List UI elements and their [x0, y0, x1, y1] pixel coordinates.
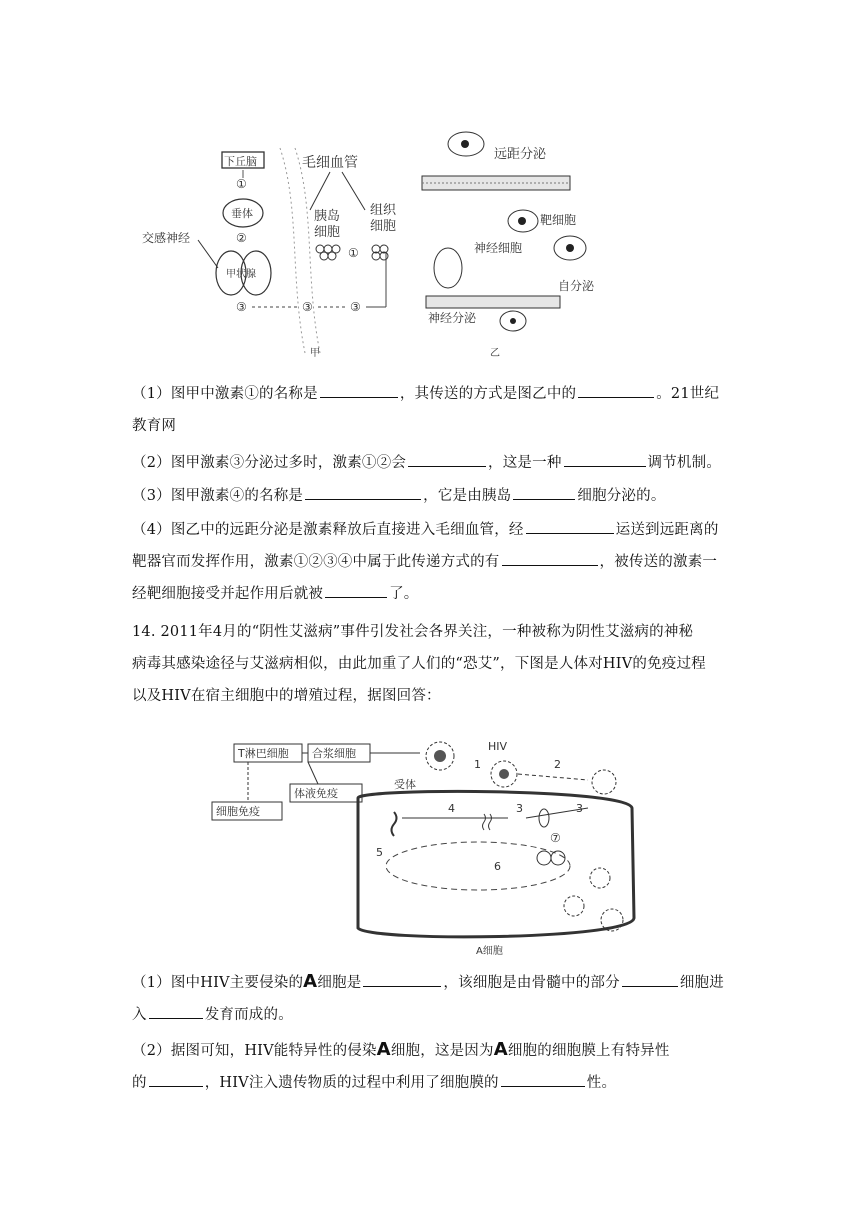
cell-letter-a-1: A [303, 971, 318, 992]
q14-line-3: 以及HIV在宿主细胞中的增殖过程，据图回答： [132, 688, 441, 704]
capillary-pointer-1 [310, 172, 330, 210]
q14-line-2: 病毒其感染途径与艾滋病相似，由此加重了人们的“恐艾”，下图是人体对HIV的免疫过程 [132, 656, 706, 672]
q3-text-b: ，它是由胰岛 [423, 488, 512, 504]
t-cell-label: T淋巴细胞 [238, 747, 289, 760]
q1-text-c: 。21世纪 [656, 386, 720, 402]
blank-s1-2 [622, 972, 678, 987]
s1-text-e: 入 [132, 1007, 147, 1023]
autocrine-label: 自分泌 [558, 279, 595, 293]
pituitary-label: 垂体 [231, 207, 253, 220]
rna-strands [483, 814, 492, 830]
blank-q3-1 [305, 485, 421, 500]
dna-helix [392, 812, 397, 836]
s2-text-c: 细胞的细胞膜上有特异性 [507, 1043, 670, 1059]
figure-endocrine-svg [130, 118, 610, 368]
distant-label: 远距分泌 [494, 147, 547, 162]
q13-part3 [132, 480, 732, 512]
humoral-label: 体液免疫 [294, 787, 338, 800]
s2-text-b: 细胞，这是因为 [390, 1043, 494, 1059]
blank-q1-1 [320, 383, 398, 398]
hiv-core-2 [499, 769, 509, 779]
ribosome-1 [537, 851, 551, 865]
nucleus-outline [386, 842, 570, 890]
s1-text-f: 发育而成的。 [204, 1007, 293, 1023]
capillary-label: 毛细血管 [302, 155, 358, 171]
cell-letter-a-3: A [493, 1039, 508, 1060]
hypothalamus-label: 下丘脑 [224, 155, 257, 168]
marker-3-right: ③ [350, 300, 361, 314]
islet-label-1: 胰岛 [314, 209, 341, 224]
q2-text-c: 调节机制。 [647, 455, 722, 471]
capillary-lower [426, 296, 560, 308]
q4-text-f: 了。 [389, 586, 419, 602]
q1-text-b: ，其传送的方式是图乙中的 [399, 386, 577, 402]
s1-text-b: 细胞是 [317, 975, 362, 991]
q3-text-c: 细胞分泌的。 [577, 488, 666, 504]
s2-text-d: 的 [132, 1075, 147, 1091]
blank-q1-2 [578, 383, 654, 398]
s2-text-f: 性。 [586, 1075, 617, 1091]
q13-part1 [132, 378, 732, 442]
blank-q4-2 [502, 551, 598, 566]
blank-q2-1 [408, 452, 486, 467]
arrow-2 [518, 774, 588, 780]
blank-s1-1 [363, 972, 441, 987]
figure-endocrine [130, 118, 610, 368]
q3-text-a: （3）图甲激素④的名称是 [132, 488, 304, 504]
to-humoral [308, 762, 318, 784]
a-cell-caption: A细胞 [476, 946, 503, 957]
q13-part2 [132, 447, 732, 479]
step-3a: 3 [516, 802, 523, 815]
neuron-cell [434, 248, 462, 288]
blank-s2-2 [501, 1072, 585, 1087]
s2-text-a: （2）据图可知，HIV能特异性的侵染 [132, 1043, 377, 1059]
neurosecretion-label: 神经分泌 [428, 311, 477, 325]
figure-hiv [208, 728, 648, 958]
step-2: 2 [554, 758, 561, 771]
q2-text-b: ，这是一种 [488, 455, 562, 471]
blank-q4-3 [325, 583, 387, 598]
step-6: 6 [494, 860, 501, 873]
blank-q2-2 [564, 452, 646, 467]
q2-text-a: （2）图甲激素③分泌过多时，激素①②会 [132, 455, 407, 471]
q14-part1 [132, 966, 732, 1031]
step-7: ⑦ [550, 831, 561, 845]
step-4: 4 [448, 802, 455, 815]
ribosome-2 [551, 851, 565, 865]
q1-text-a: （1）图甲中激素①的名称是 [132, 386, 318, 402]
marker-3-mid: ③ [302, 300, 313, 314]
budding-virion-1 [564, 896, 584, 916]
tissue-label-1: 组织 [370, 203, 397, 218]
marker-1-arrow: ① [348, 246, 359, 260]
cellular-label: 细胞免疫 [216, 805, 260, 818]
sympathetic-label: 交感神经 [142, 231, 191, 245]
tissue-label-2: 细胞 [370, 219, 397, 234]
blank-q3-2 [513, 485, 575, 500]
target-label: 靶细胞 [540, 213, 577, 227]
s2-text-e: ，HIV注入遗传物质的过程中利用了细胞膜的 [204, 1075, 499, 1091]
figure-hiv-svg [208, 728, 648, 958]
distant-cell-nucleus [461, 140, 469, 148]
q13-part4 [132, 514, 732, 610]
hiv-core-1 [434, 750, 446, 762]
caption-left: 甲 [310, 348, 320, 359]
sympathetic-nerve-line [198, 240, 218, 268]
capillary-wall-1 [280, 148, 305, 353]
autocrine-cell-nucleus [566, 244, 574, 252]
q4-text-c: 靶器官而发挥作用，激素①②③④中属于此传递方式的有 [132, 554, 500, 570]
hiv-label: HIV [488, 740, 508, 753]
islet-cells [316, 245, 340, 260]
target-cell-nucleus [518, 217, 526, 225]
marker-2: ② [236, 231, 247, 245]
neuro-target-nucleus [510, 318, 516, 324]
step-5: 5 [376, 846, 383, 859]
q1-text-d: 教育网 [132, 418, 177, 434]
blank-s2-1 [149, 1072, 203, 1087]
thyroid-label: 甲状腺 [226, 269, 256, 280]
q14-line-1: 14. 2011年4月的“阴性艾滋病”事件引发社会各界关注，一种被称为阴性艾滋病的神秘 [132, 624, 694, 640]
q4-text-d: ，被传送的激素一 [599, 554, 718, 570]
neuron-label: 神经细胞 [474, 241, 523, 255]
s1-text-c: ，该细胞是由骨髓中的部分 [443, 975, 620, 991]
s1-text-d: 细胞进 [679, 975, 724, 991]
q4-text-e: 经靶细胞接受并起作用后就被 [132, 586, 324, 602]
q4-text-a: （4）图乙中的远距分泌是激素释放后直接进入毛细血管，经 [132, 522, 524, 538]
cell-letter-a-2: A [376, 1039, 391, 1060]
blank-s1-3 [149, 1004, 203, 1019]
q14-part2 [132, 1034, 732, 1099]
question-14-stem [132, 616, 732, 712]
receptor-label: 受体 [394, 778, 416, 791]
marker-1-top: ① [236, 177, 247, 191]
step-3b: 3 [576, 802, 583, 815]
capsid-shape [539, 809, 549, 827]
q4-text-b: 运送到远距离的 [615, 522, 719, 538]
assembling-virion [590, 868, 610, 888]
blank-q4-1 [526, 519, 614, 534]
s1-text-a: （1）图中HIV主要侵染的 [132, 975, 304, 991]
marker-3-left: ③ [236, 300, 247, 314]
capillary-pointer-2 [342, 172, 365, 210]
caption-right: 乙 [490, 348, 500, 359]
hiv-virion-3 [592, 770, 616, 794]
islet-label-2: 细胞 [314, 225, 341, 240]
step-1: 1 [474, 758, 481, 771]
b-cell-label: 合浆细胞 [312, 747, 356, 760]
